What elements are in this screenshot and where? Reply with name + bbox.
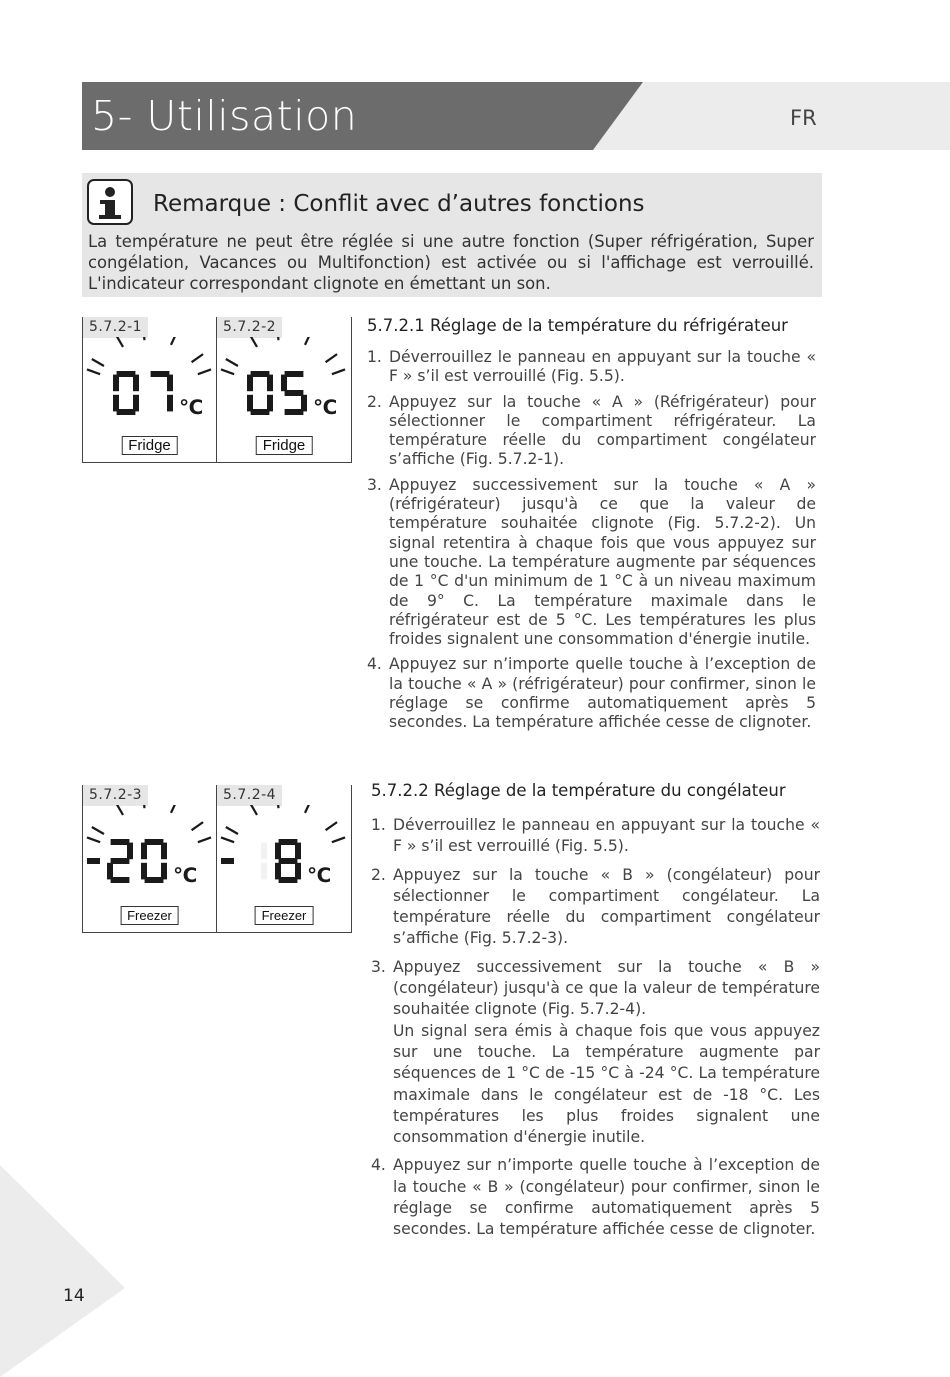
lcd-segment — [161, 843, 167, 860]
compartment-label: Freezer — [255, 906, 314, 925]
lcd-segment — [107, 863, 113, 880]
lcd-segment — [111, 839, 130, 845]
blink-ray — [171, 805, 177, 813]
page-title: 5- Utilisation — [91, 92, 358, 140]
blink-ray — [277, 805, 278, 808]
figure-5-7-2-4 — [217, 785, 352, 933]
lcd-segment — [279, 858, 298, 864]
steps-freezer — [371, 815, 820, 1241]
blink-ray — [87, 369, 100, 374]
lcd-display — [83, 337, 218, 437]
blink-ray — [305, 337, 311, 345]
blink-ray — [143, 337, 144, 340]
lcd-segment — [145, 839, 164, 845]
lcd-segment — [285, 371, 304, 377]
lcd-segment — [113, 375, 119, 392]
compartment-label: Fridge — [121, 436, 178, 455]
lcd-segment — [167, 395, 173, 412]
figure-tag: 5.7.2-1 — [83, 317, 148, 338]
blink-ray — [116, 337, 123, 347]
lcd-segment — [247, 375, 253, 392]
lcd-segment — [127, 843, 133, 860]
lcd-segment — [113, 395, 119, 412]
blink-ray — [171, 337, 177, 345]
lcd-segment — [295, 863, 301, 880]
lcd-segment — [161, 863, 167, 880]
figure-5-7-2-1 — [82, 317, 217, 463]
blink-ray — [221, 369, 234, 374]
blink-ray — [326, 822, 337, 830]
list-item: 4. Appuyez sur n’importe quelle touche à l’exception de la touche « B » (congélateur) pour confirmer, sinon le réglage se confirme automatiquement après 5 secondes. La température affichée cesse de clignoter. — [371, 1156, 820, 1239]
lcd-segment — [111, 858, 130, 864]
page-corner-decoration — [0, 1165, 125, 1377]
compartment-label: Freezer — [120, 906, 179, 925]
blink-ray — [221, 837, 234, 842]
list-item: 3. Appuyez successivement sur la touche « B » (congélateur) jusqu'à ce que la valeur de température souhaitée clignote (Fig. 5.7.2-4). Un signal sera émis à chaque fois que vous appuyez sur une touche. La température augmente par séquences de 1 °C de -15 °C à -24 °C. La température maximale dans le congélateur est de -18 °C. Les températures les plus froides signalent une consommation d'énergie inutile. — [371, 957, 820, 1147]
lcd-segment — [275, 843, 281, 860]
blink-ray — [277, 337, 278, 340]
lcd-segment — [251, 409, 270, 415]
list-item: 1. Déverrouillez le panneau en appuyant sur la touche « F » s’il est verrouillé (Fig. 5.5). — [367, 348, 816, 386]
lcd-segment — [141, 843, 147, 860]
blink-ray — [92, 827, 104, 834]
thermometer-icon: ℃ — [313, 395, 338, 419]
lcd-segment — [261, 843, 267, 860]
list-item: 3. Appuyez successivement sur la touche « A » (réfrigérateur) jusqu'à ce que la valeur de température souhaitée clignote (Fig. 5.7.2-2). Un signal retentira à chaque fois que vous appuyez sur une touche. La température augmente par séquences de 1 °C d'un minimum de 1 °C à un niveau maximum de 9° C. La température maximale dans le réfrigérateur est de 5 °C. Les températures les plus froides signalent une consommation d'énergie inutile. — [367, 475, 816, 649]
section-title-fridge: 5.7.2.1 Réglage de la température du réfrigérateur — [367, 316, 788, 335]
lcd-segment — [281, 375, 287, 392]
lcd-segment — [267, 395, 273, 412]
blink-ray — [192, 822, 203, 830]
lcd-display — [217, 337, 352, 437]
list-item: 1. Déverrouillez le panneau en appuyant sur la touche « F » s’il est verrouillé (Fig. 5.5). — [371, 816, 820, 856]
lcd-segment — [141, 863, 147, 880]
lcd-segment — [117, 409, 136, 415]
language-label: FR — [790, 106, 817, 130]
info-icon — [87, 179, 133, 225]
figure-5-7-2-3 — [82, 785, 217, 933]
lcd-display — [217, 805, 352, 905]
blink-ray — [198, 369, 211, 374]
blink-ray — [192, 354, 203, 362]
thermometer-icon: ℃ — [179, 395, 204, 419]
lcd-segment — [267, 375, 273, 392]
figure-tag: 5.7.2-4 — [217, 785, 282, 806]
list-item: 2. Appuyez sur la touche « A » (Réfrigérateur) pour sélectionner le compartiment réfrigérateur. La température réelle du compartiment congélateur s’affiche (Fig. 5.7.2-1). — [367, 392, 816, 469]
figure-5-7-2-2 — [217, 317, 352, 463]
lcd-segment — [133, 375, 139, 392]
page-number: 14 — [63, 1286, 85, 1306]
lcd-segment — [247, 395, 253, 412]
blink-ray — [198, 837, 211, 842]
thermometer-icon: ℃ — [307, 863, 332, 887]
blink-ray — [326, 354, 337, 362]
figure-tag: 5.7.2-2 — [217, 317, 282, 338]
lcd-segment — [275, 863, 281, 880]
lcd-segment — [279, 839, 298, 845]
lcd-segment — [295, 843, 301, 860]
lcd-display — [83, 805, 218, 905]
lcd-segment — [285, 409, 304, 415]
blink-ray — [305, 805, 311, 813]
blink-ray — [332, 369, 345, 374]
section-title-freezer: 5.7.2.2 Réglage de la température du congélateur — [371, 781, 786, 800]
list-item: 2. Appuyez sur la touche « B » (congélateur) pour sélectionner le compartiment congélateur. La température réelle du compartiment congélateur s’affiche (Fig. 5.7.2-3). — [371, 865, 820, 948]
blink-ray — [92, 359, 104, 366]
steps-fridge — [367, 348, 816, 733]
note-title: Remarque : Conflit avec d’autres fonctions — [153, 191, 645, 217]
blink-ray — [250, 805, 257, 815]
blink-ray — [332, 837, 345, 842]
thermometer-icon: ℃ — [173, 863, 198, 887]
header-lang-tab — [593, 82, 950, 150]
blink-ray — [116, 805, 123, 815]
lcd-segment — [117, 371, 136, 377]
compartment-label: Fridge — [256, 436, 313, 455]
lcd-segment — [279, 877, 298, 883]
blink-ray — [226, 827, 238, 834]
lcd-segment — [261, 863, 267, 880]
blink-ray — [250, 337, 257, 347]
minus-segment — [221, 858, 234, 864]
lcd-segment — [167, 375, 173, 392]
lcd-segment — [151, 371, 170, 377]
lcd-segment — [133, 395, 139, 412]
lcd-segment — [111, 877, 130, 883]
lcd-segment — [285, 390, 304, 396]
figure-tag: 5.7.2-3 — [83, 785, 148, 806]
lcd-segment — [301, 395, 307, 412]
minus-segment — [87, 858, 100, 864]
blink-ray — [226, 359, 238, 366]
blink-ray — [87, 837, 100, 842]
blink-ray — [143, 805, 144, 808]
list-item: 4. Appuyez sur n’importe quelle touche à l’exception de la touche « A » (réfrigérateur) pour confirmer, sinon le réglage se confirme automatiquement après 5 secondes. La température affichée cesse de clignoter. — [367, 655, 816, 732]
note-text: La température ne peut être réglée si une autre fonction (Super réfrigération, Super congélation, Vacances ou Multifonction) est activée ou si l'affichage est verrouillé. L'indicateur correspondant clignote en émettant un son. — [88, 232, 814, 293]
lcd-segment — [251, 371, 270, 377]
lcd-segment — [145, 877, 164, 883]
